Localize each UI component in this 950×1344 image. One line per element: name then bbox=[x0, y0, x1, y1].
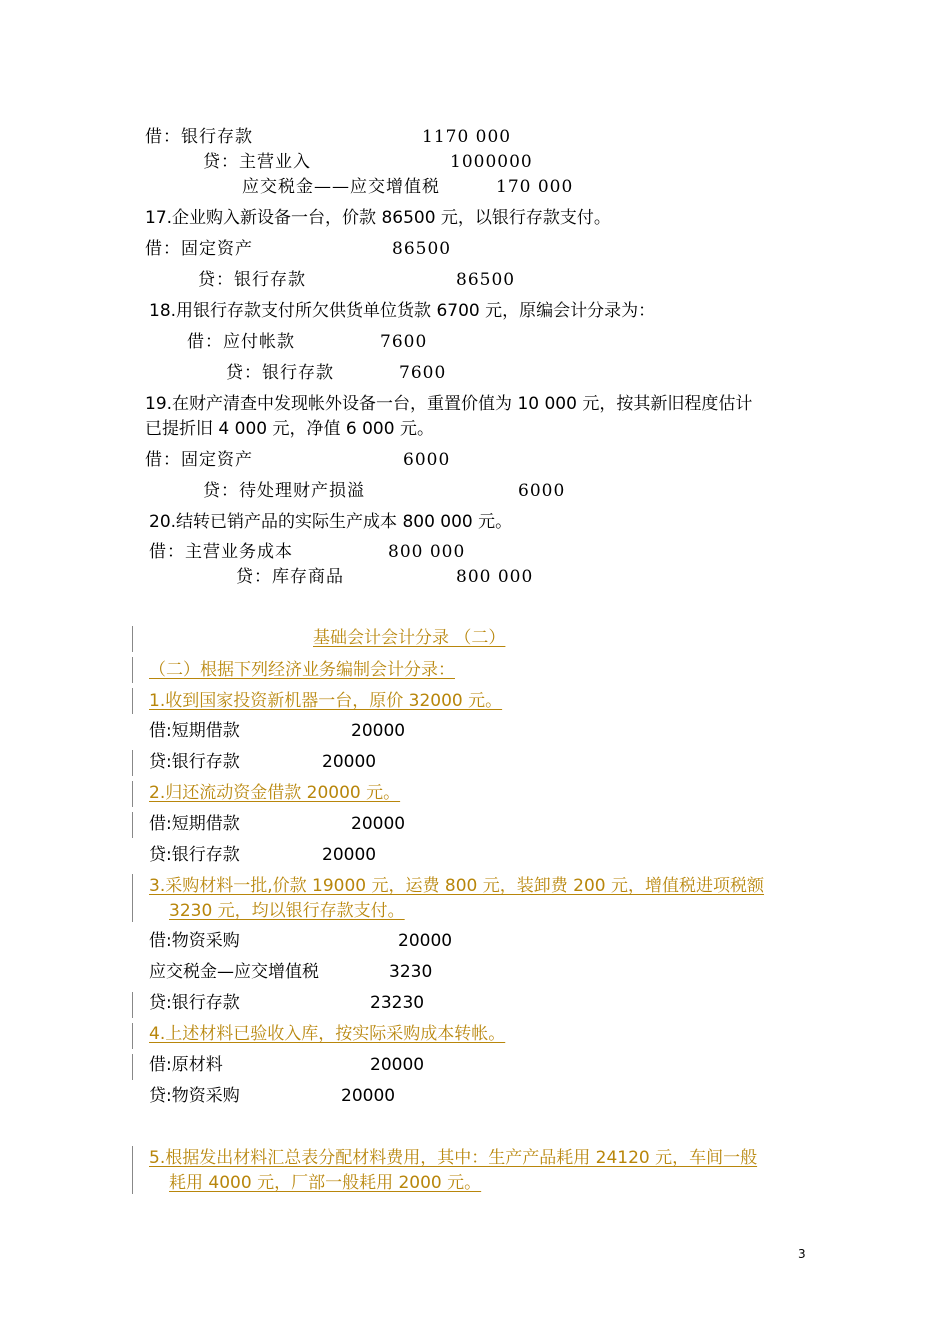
entry-16-credit-amount: 1000000 bbox=[450, 152, 533, 172]
section-2-entry-2-debit: 借:短期借款 bbox=[149, 814, 240, 834]
question-20: 20.结转已销产品的实际生产成本 800 000 元。 bbox=[149, 512, 513, 532]
section-2-instruction: （二）根据下列经济业务编制会计分录： bbox=[149, 660, 455, 680]
entry-17-credit-amount: 86500 bbox=[456, 270, 516, 290]
section-2-entry-1-debit: 借:短期借款 bbox=[149, 721, 240, 741]
entry-19-debit: 借：固定资产 bbox=[145, 450, 253, 470]
section-2-entry-1-debit-amount: 20000 bbox=[351, 721, 406, 741]
entry-18-credit: 贷：银行存款 bbox=[226, 363, 334, 383]
section-2-entry-4-credit-amount: 20000 bbox=[341, 1086, 396, 1106]
section-2-entry-4-debit: 借:原材料 bbox=[149, 1055, 223, 1075]
change-bar bbox=[132, 781, 133, 807]
entry-16-debit: 借：银行存款 bbox=[145, 127, 253, 147]
change-bar bbox=[132, 657, 133, 683]
section-2-entry-1-credit-amount: 20000 bbox=[322, 752, 377, 772]
section-2-entry-2-credit: 贷:银行存款 bbox=[149, 845, 240, 865]
section-2-question-5-line-1: 5.根据发出材料汇总表分配材料费用，其中：生产产品耗用 24120 元，车间一般 bbox=[149, 1148, 758, 1168]
section-2-entry-4-debit-amount: 20000 bbox=[370, 1055, 425, 1075]
change-bar bbox=[132, 688, 133, 714]
entry-20-credit-amount: 800 000 bbox=[456, 567, 534, 587]
section-2-entry-1-credit: 贷:银行存款 bbox=[149, 752, 240, 772]
entry-20-debit: 借：主营业务成本 bbox=[149, 542, 293, 562]
section-2-question-3-line-2: 3230 元，均以银行存款支付。 bbox=[169, 901, 405, 921]
change-bar bbox=[132, 874, 133, 922]
change-bar bbox=[132, 1023, 133, 1049]
change-bar bbox=[132, 1146, 133, 1194]
change-bar bbox=[132, 750, 133, 776]
page-number: 3 bbox=[798, 1247, 806, 1261]
entry-17-debit: 借：固定资产 bbox=[145, 239, 253, 259]
entry-17-credit: 贷：银行存款 bbox=[198, 270, 306, 290]
change-bar bbox=[132, 1054, 133, 1080]
question-19-line-2: 已提折旧 4 000 元，净值 6 000 元。 bbox=[145, 419, 434, 439]
change-bar bbox=[132, 992, 133, 1018]
section-2-entry-3-credit-amount: 23230 bbox=[370, 993, 425, 1013]
entry-19-credit: 贷：待处理财产损溢 bbox=[203, 481, 365, 501]
change-bar bbox=[132, 812, 133, 838]
entry-18-debit-amount: 7600 bbox=[380, 332, 428, 352]
question-17: 17.企业购入新设备一台，价款 86500 元，以银行存款支付。 bbox=[145, 208, 611, 228]
change-bar bbox=[132, 626, 133, 652]
section-2-entry-3-debit: 借:物资采购 bbox=[149, 931, 240, 951]
question-18: 18.用银行存款支付所欠供货单位货款 6700 元，原编会计分录为： bbox=[149, 301, 656, 321]
section-2-entry-3-debit-2-amount: 3230 bbox=[389, 962, 433, 982]
section-2-title: 基础会计会计分录 （二） bbox=[313, 628, 506, 648]
section-2-entry-3-debit-amount: 20000 bbox=[398, 931, 453, 951]
entry-18-debit: 借：应付帐款 bbox=[187, 332, 295, 352]
section-2-question-2: 2.归还流动资金借款 20000 元。 bbox=[149, 783, 401, 803]
question-19-line-1: 19.在财产清查中发现帐外设备一台，重置价值为 10 000 元，按其新旧程度估计 bbox=[145, 394, 753, 414]
entry-20-debit-amount: 800 000 bbox=[388, 542, 466, 562]
entry-16-debit-amount: 1170 000 bbox=[422, 127, 512, 147]
entry-19-credit-amount: 6000 bbox=[518, 481, 566, 501]
entry-20-credit: 贷：库存商品 bbox=[236, 567, 344, 587]
entry-18-credit-amount: 7600 bbox=[399, 363, 447, 383]
entry-16-credit-2-amount: 170 000 bbox=[496, 177, 574, 197]
entry-16-credit-2: 应交税金——应交增值税 bbox=[242, 177, 440, 197]
section-2-entry-4-credit: 贷:物资采购 bbox=[149, 1086, 240, 1106]
entry-19-debit-amount: 6000 bbox=[403, 450, 451, 470]
entry-17-debit-amount: 86500 bbox=[392, 239, 452, 259]
section-2-question-4: 4.上述材料已验收入库，按实际采购成本转帐。 bbox=[149, 1024, 506, 1044]
section-2-entry-3-credit: 贷:银行存款 bbox=[149, 993, 240, 1013]
section-2-entry-2-debit-amount: 20000 bbox=[351, 814, 406, 834]
section-2-question-5-line-2: 耗用 4000 元，厂部一般耗用 2000 元。 bbox=[169, 1173, 482, 1193]
entry-16-credit: 贷：主营业入 bbox=[203, 152, 311, 172]
section-2-question-3-line-1: 3.采购材料一批,价款 19000 元，运费 800 元，装卸费 200 元，增值税进项税额 bbox=[149, 876, 765, 896]
section-2-entry-3-debit-2: 应交税金—应交增值税 bbox=[149, 962, 319, 982]
section-2-question-1: 1.收到国家投资新机器一台，原价 32000 元。 bbox=[149, 691, 503, 711]
section-2-entry-2-credit-amount: 20000 bbox=[322, 845, 377, 865]
